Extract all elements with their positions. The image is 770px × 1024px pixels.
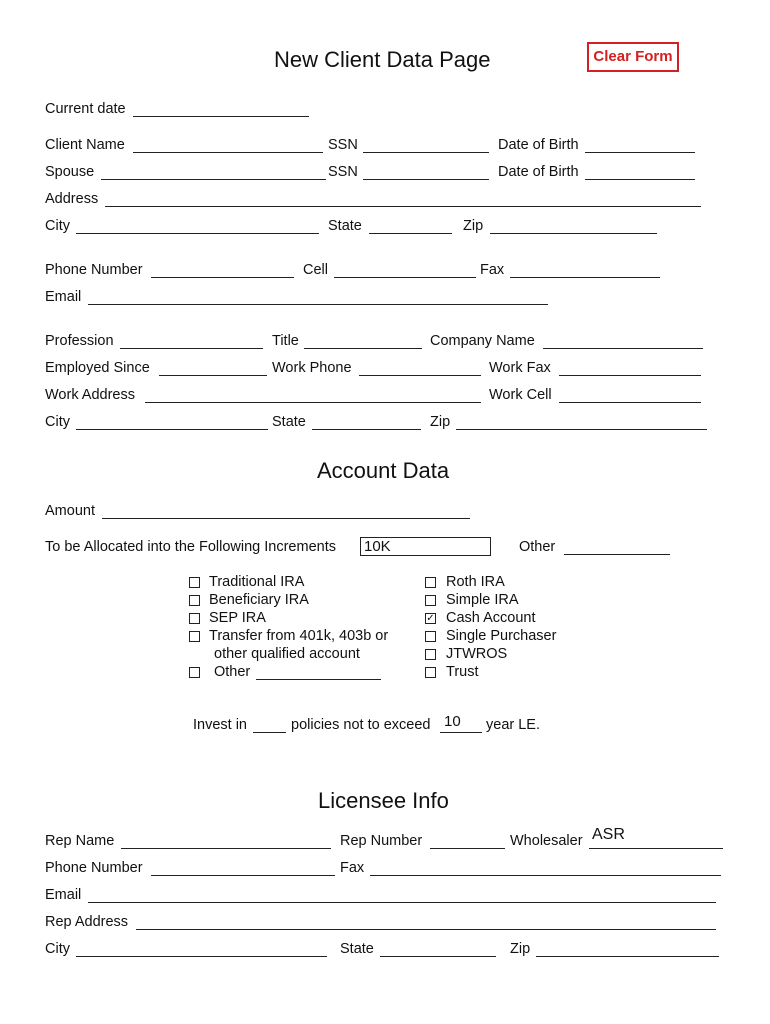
company-name-field[interactable] [543,348,703,349]
single-purchaser-checkbox[interactable] [425,631,436,642]
traditional-ira-checkbox[interactable] [189,577,200,588]
allocated-label: To be Allocated into the Following Increments [45,539,336,555]
work-fax-field[interactable] [559,375,701,376]
amount-field[interactable] [102,518,470,519]
cell-label: Cell [303,262,328,278]
licensee-state-field[interactable] [380,956,496,957]
employed-since-field[interactable] [159,375,267,376]
transfer-401k-checkbox[interactable] [189,631,200,642]
cash-account-label: Cash Account [446,610,536,626]
roth-ira-label: Roth IRA [446,574,505,590]
phone-number-label: Phone Number [45,262,143,278]
policies-label: policies not to exceed [291,717,431,733]
le-field[interactable] [440,732,482,733]
beneficiary-ira-checkbox[interactable] [189,595,200,606]
rep-number-field[interactable] [430,848,505,849]
wholesaler-value: ASR [592,826,625,843]
title-field[interactable] [304,348,422,349]
cash-account-checkbox[interactable] [425,613,436,624]
licensee-fax-field[interactable] [370,875,721,876]
phone-number-field[interactable] [151,277,294,278]
other-account-field[interactable] [256,679,381,680]
wholesaler-field[interactable] [589,848,723,849]
trust-label: Trust [446,664,479,680]
spouse-ssn-field[interactable] [363,179,489,180]
licensee-zip-label: Zip [510,941,531,957]
address-label: Address [45,191,99,207]
amount-label: Amount [45,503,95,519]
jtwros-checkbox[interactable] [425,649,436,660]
zip-label: Zip [463,218,484,234]
invest-in-field[interactable] [253,732,286,733]
work-address-field[interactable] [145,402,481,403]
city-field[interactable] [76,233,319,234]
single-purchaser-label: Single Purchaser [446,628,557,644]
wholesaler-label: Wholesaler [510,833,583,849]
simple-ira-label: Simple IRA [446,592,519,608]
sep-ira-checkbox[interactable] [189,613,200,624]
licensee-state-label: State [340,941,374,957]
year-le-label: year LE. [486,717,540,733]
fax-field[interactable] [510,277,660,278]
check-mark-icon: ✓ [426,613,435,624]
licensee-email-field[interactable] [88,902,716,903]
licensee-city-field[interactable] [76,956,327,957]
rep-name-label: Rep Name [45,833,115,849]
work-zip-field[interactable] [456,429,707,430]
current-date-label: Current date [45,101,126,117]
increments-input[interactable]: 10K [360,537,491,556]
licensee-phone-field[interactable] [151,875,335,876]
client-name-field[interactable] [133,152,323,153]
roth-ira-checkbox[interactable] [425,577,436,588]
other-account-checkbox[interactable] [189,667,200,678]
work-state-field[interactable] [312,429,421,430]
client-ssn-field[interactable] [363,152,489,153]
profession-label: Profession [45,333,114,349]
transfer-401k-label-line2: other qualified account [214,646,360,662]
spouse-dob-field[interactable] [585,179,695,180]
email-label: Email [45,289,82,305]
sep-ira-label: SEP IRA [209,610,266,626]
other-label: Other [519,539,556,555]
simple-ira-checkbox[interactable] [425,595,436,606]
work-phone-label: Work Phone [272,360,352,376]
state-field[interactable] [369,233,452,234]
zip-field[interactable] [490,233,657,234]
client-name-label: Client Name [45,137,125,153]
transfer-401k-label: Transfer from 401k, 403b or [209,628,389,644]
rep-number-label: Rep Number [340,833,423,849]
spouse-field[interactable] [101,179,326,180]
client-dob-label: Date of Birth [498,137,579,153]
company-name-label: Company Name [430,333,535,349]
client-dob-field[interactable] [585,152,695,153]
traditional-ira-label: Traditional IRA [209,574,305,590]
licensee-city-label: City [45,941,70,957]
rep-address-field[interactable] [136,929,716,930]
work-address-label: Work Address [45,387,135,403]
other-field[interactable] [564,554,670,555]
licensee-info-heading: Licensee Info [318,788,449,813]
client-ssn-label: SSN [328,137,358,153]
work-phone-field[interactable] [359,375,481,376]
work-cell-label: Work Cell [489,387,552,403]
spouse-label: Spouse [45,164,95,180]
spouse-ssn-label: SSN [328,164,358,180]
invest-in-label: Invest in [193,717,247,733]
city-label: City [45,218,70,234]
page-title: New Client Data Page [274,47,491,72]
title-label: Title [272,333,299,349]
trust-checkbox[interactable] [425,667,436,678]
state-label: State [328,218,362,234]
account-data-heading: Account Data [317,458,450,483]
work-city-label: City [45,414,70,430]
work-city-field[interactable] [76,429,268,430]
work-zip-label: Zip [430,414,451,430]
licensee-phone-label: Phone Number [45,860,143,876]
employed-since-label: Employed Since [45,360,150,376]
rep-name-field[interactable] [121,848,331,849]
work-fax-label: Work Fax [489,360,551,376]
cell-field[interactable] [334,277,476,278]
le-value: 10 [444,713,461,730]
work-cell-field[interactable] [559,402,701,403]
licensee-zip-field[interactable] [536,956,719,957]
licensee-email-label: Email [45,887,82,903]
address-field[interactable] [105,206,701,207]
jtwros-label: JTWROS [446,646,508,662]
profession-field[interactable] [120,348,263,349]
spouse-dob-label: Date of Birth [498,164,579,180]
clear-form-button[interactable]: Clear Form [587,42,679,72]
beneficiary-ira-label: Beneficiary IRA [209,592,309,608]
work-state-label: State [272,414,306,430]
other-account-label: Other [214,664,251,680]
rep-address-label: Rep Address [45,914,129,930]
current-date-field[interactable] [133,116,309,117]
email-field[interactable] [88,304,548,305]
fax-label: Fax [480,262,505,278]
licensee-fax-label: Fax [340,860,365,876]
